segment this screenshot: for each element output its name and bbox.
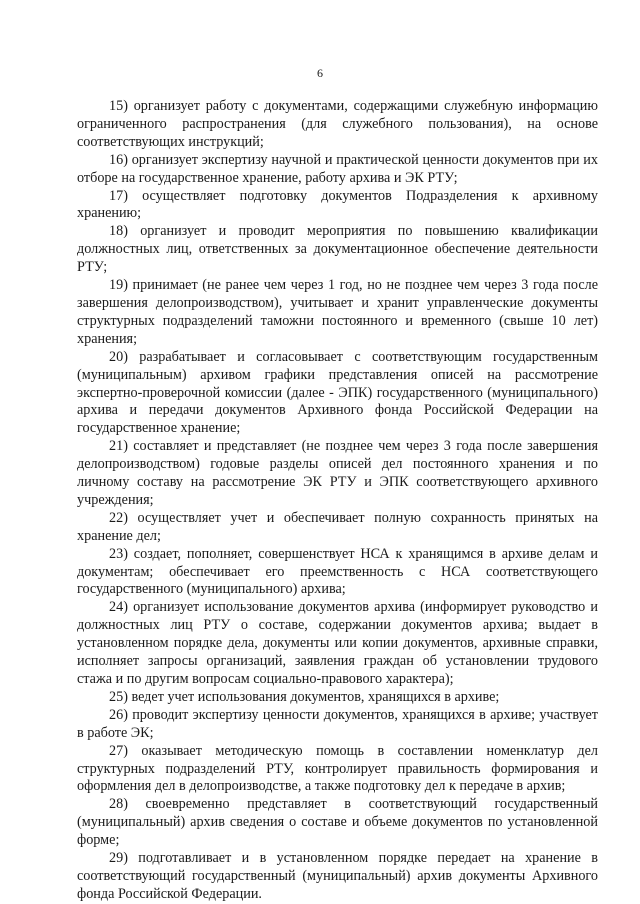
list-item: 24) организует использование документов архива (информирует руководство и должностных лиц РТУ о составе, содержании документов архива; выдает в установленном порядке дела, документы или копии документов, архивные справки, исполняет запросы организаций, заявления граждан об установлении трудового стажа и по другим вопросам социально-правового характера); [77, 599, 598, 687]
page-number: 6 [317, 66, 323, 80]
list-item: 25) ведет учет использования документов, хранящихся в архиве; [109, 688, 500, 705]
list-item: 29) подготавливает и в установленном порядке передает на хранение в соответствующий государственный (муниципальный) архив документы Архивного фонда Российской Федерации. [77, 850, 598, 902]
list-item: 15) организует работу с документами, содержащими служебную информацию ограниченного распространения (для служебного пользования), на основе соответствующих инструкций; [77, 98, 598, 150]
list-item: 27) оказывает методическую помощь в составлении номенклатур дел структурных подразделений РТУ, контролирует правильность формирования и оформления дел в делопроизводстве, а также подготовку дел к передаче в архив; [77, 742, 598, 795]
list-item: 20) разрабатывает и согласовывает с соответствующим государственным (муниципальным) архивом графики представления описей на рассмотрение экспертно-проверочной комиссии (далее - ЭПК) государственного (муниципального) архива и передачи документов Архивного фонда Российской Федерации на государственное хранение; [77, 348, 598, 437]
list-item: 28) своевременно представляет в соответствующий государственный (муниципальный) архив сведения о составе и объеме документов по установленной форме; [77, 796, 598, 849]
list-item: 21) составляет и представляет (не позднее чем через 3 года после завершения делопроизводством) годовые разделы описей дел постоянного хранения и по личному составу на рассмотрение ЭК РТУ и ЭПК соответствующего архивного учреждения; [77, 438, 598, 508]
list-item: 26) проводит экспертизу ценности документов, хранящихся в архиве; участвует в работе ЭК; [77, 706, 598, 741]
document-body [77, 98, 598, 904]
list-item: 16) организует экспертизу научной и практической ценности документов при их отборе на государственное хранение, работу архива и ЭК РТУ; [77, 151, 598, 186]
list-item: 18) организует и проводит мероприятия по повышению квалификации должностных лиц, ответственных за документационное обеспечение деятельности РТУ; [77, 223, 598, 276]
list-item: 17) осуществляет подготовку документов Подразделения к архивному хранению; [77, 187, 598, 222]
list-item: 22) осуществляет учет и обеспечивает полную сохранность принятых на хранение дел; [77, 509, 598, 544]
list-item: 19) принимает (не ранее чем через 1 год, но не позднее чем через 3 года после завершения делопроизводством), учитывает и хранит управленческие документы структурных подразделений таможни постоянного и временного (свыше 10 лет) хранения; [77, 277, 598, 347]
list-item: 23) создает, пополняет, совершенствует НСА к хранящимся в архиве делам и документам; обеспечивает его преемственность с НСА соответствующего государственного (муниципального) архива; [77, 545, 598, 598]
